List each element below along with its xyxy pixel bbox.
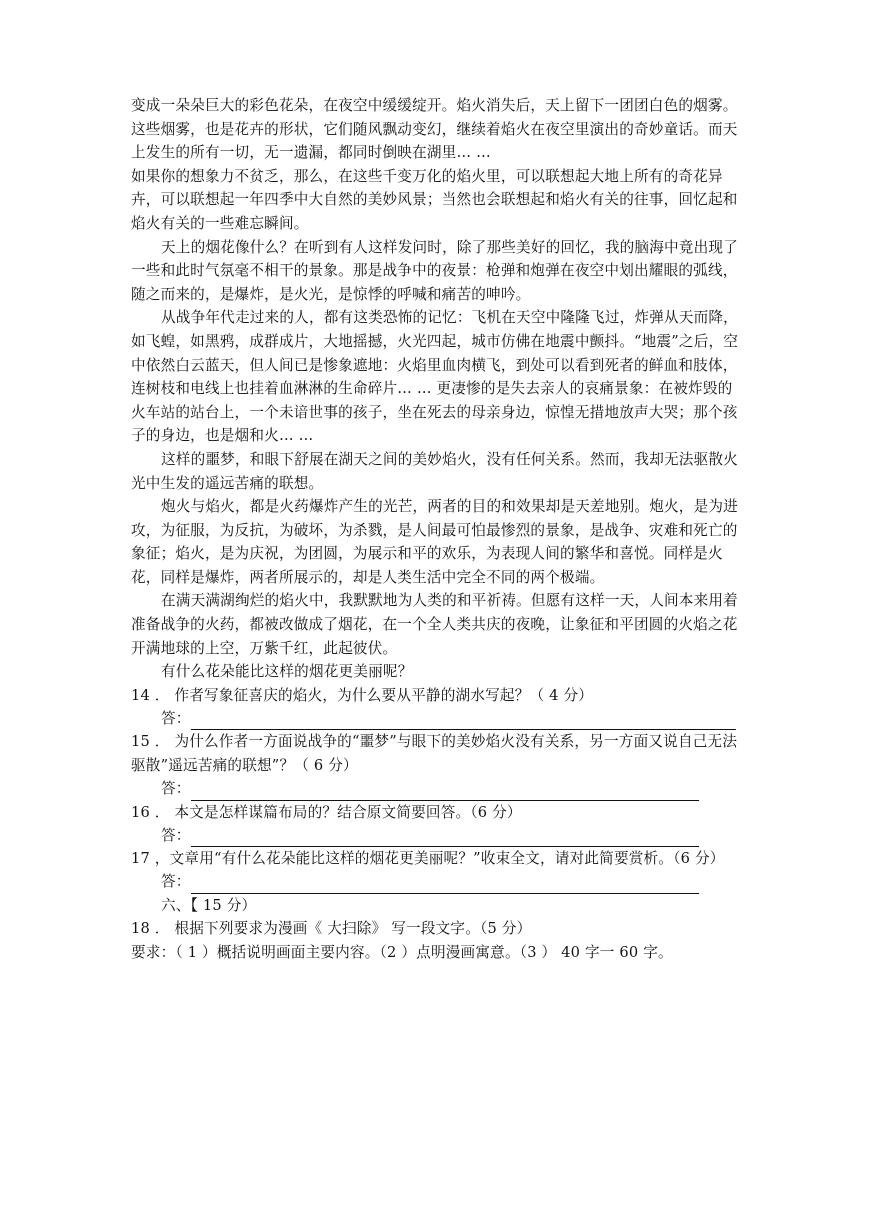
answer-line-15[interactable] xyxy=(191,784,699,801)
passage-paragraph-1: 变成一朵朵巨大的彩色花朵，在夜空中缓缓绽开。焰火消失后，天上留下一团团白色的烟雾。这些烟雾，也是花卉的形状，它们随风飘动变幻，继续着焰火在夜空里演出的奇妙童话。而天上发生的所有一切，无一遗漏，都同时倒映在湖里… … xyxy=(131,97,738,162)
question-15: 15 ． 为什么作者一方面说战争的“噩梦”与眼下的美妙焰火没有关系，另一方面又说自己无法驱散”遥远苦痛的联想”？（ 6 分） xyxy=(131,733,738,775)
section-six xyxy=(131,894,741,965)
answer-line-17[interactable] xyxy=(191,877,699,894)
passage-paragraph-4: 从战争年代走过来的人，都有这类恐怖的记忆：飞机在天空中隆隆飞过，炸弹从天而降，如飞蝗，如黑鸦，成群成片，大地摇撼，火光四起，城市仿佛在地震中颤抖。“地震”之后，空中依然白云蓝天，但人间已是惨象遮地：火焰里血肉横飞，到处可以看到死者的鲜血和肢体，连树枝和电线上也挂着血淋淋的生命碎片… … 更凄惨的是失去亲人的哀痛景象：在被炸毁的火车站的站台上，一个未谙世事的孩子，坐在死去的母亲身边，惊惶无措地放声大哭；那个孩子的身边，也是烟和火… … xyxy=(131,309,739,445)
question-18: 18 ． 根据下列要求为漫画《 大扫除》 写一段文字。（5 分） xyxy=(131,920,532,938)
passage-closing-line: 有什么花朵能比这样的烟花更美丽呢？ xyxy=(161,663,413,681)
passage-paragraph-6: 炮火与焰火，都是火药爆炸产生的光芒，两者的目的和效果却是天差地别。炮火，是为进攻，为征服，为反抗，为破坏，为杀戮，是人间最可怕最惨烈的景象，是战争、灾难和死亡的象征；焰火，是为庆祝，为团圆，为展示和平的欢乐，为表现人间的繁华和喜悦。同样是火花，同样是爆炸，两者所展示的，却是人类生活中完全不同的两个极端。 xyxy=(131,498,738,586)
answer-line-14[interactable] xyxy=(191,713,736,730)
answer-row-15 xyxy=(131,778,741,801)
question-16: 16 ． 本文是怎样谋篇布局的？结合原文简要回答。（6 分） xyxy=(131,803,522,821)
answer-label: 答： xyxy=(161,780,191,798)
reading-passage xyxy=(131,94,741,684)
answer-label: 答： xyxy=(161,826,191,844)
document-page xyxy=(131,94,741,965)
passage-paragraph-5: 这样的噩梦，和眼下舒展在湖天之间的美妙焰火，没有任何关系。然而，我却无法驱散火光中生发的遥远苦痛的联想。 xyxy=(131,450,738,492)
answer-line-16[interactable] xyxy=(191,830,699,847)
answer-label: 答： xyxy=(161,709,191,727)
passage-paragraph-7: 在满天满湖绚烂的焰火中，我默默地为人类的和平祈祷。但愿有这样一天，人间本来用着准备战争的火药，都被改做成了烟花，在一个全人类共庆的夜晚，让象征和平团圆的火焰之花开满地球的上空，万紫千红，此起彼伏。 xyxy=(131,592,738,657)
answer-row-14 xyxy=(131,707,741,730)
question-list xyxy=(131,684,741,894)
passage-paragraph-2: 如果你的想象力不贫乏，那么，在这些千变万化的焰火里，可以联想起大地上所有的奇花异卉，可以联想起一年四季中大自然的美妙风景；当然也会联想起和焰火有关的往事，回忆起和焰火有关的一些难忘瞬间。 xyxy=(131,167,738,232)
passage-paragraph-3: 天上的烟花像什么？在听到有人这样发问时，除了那些美好的回忆，我的脑海中竟出现了一些和此时气氛毫不相干的景象。那是战争中的夜景：枪弹和炮弹在夜空中划出耀眼的弧线，随之而来的，是爆炸，是火光，是惊悸的呼喊和痛苦的呻吟。 xyxy=(131,238,738,303)
answer-row-17 xyxy=(131,871,741,894)
section-six-heading: 六、【 15 分） xyxy=(161,896,257,914)
answer-label: 答： xyxy=(161,873,191,891)
question-17: 17 ，文章用“有什么花朵能比这样的烟花更美丽呢？”收束全文，请对此简要赏析。（6 分） xyxy=(131,850,725,868)
answer-row-16 xyxy=(131,824,741,847)
question-18-requirements: 要求：（ 1 ）概括说明画面主要内容。（2 ）点明漫画寓意。（3 ） 40 字一 60 字。 xyxy=(131,944,673,961)
question-14: 14 ． 作者写象征喜庆的焰火，为什么要从平静的湖水写起？（ 4 分） xyxy=(131,686,594,704)
